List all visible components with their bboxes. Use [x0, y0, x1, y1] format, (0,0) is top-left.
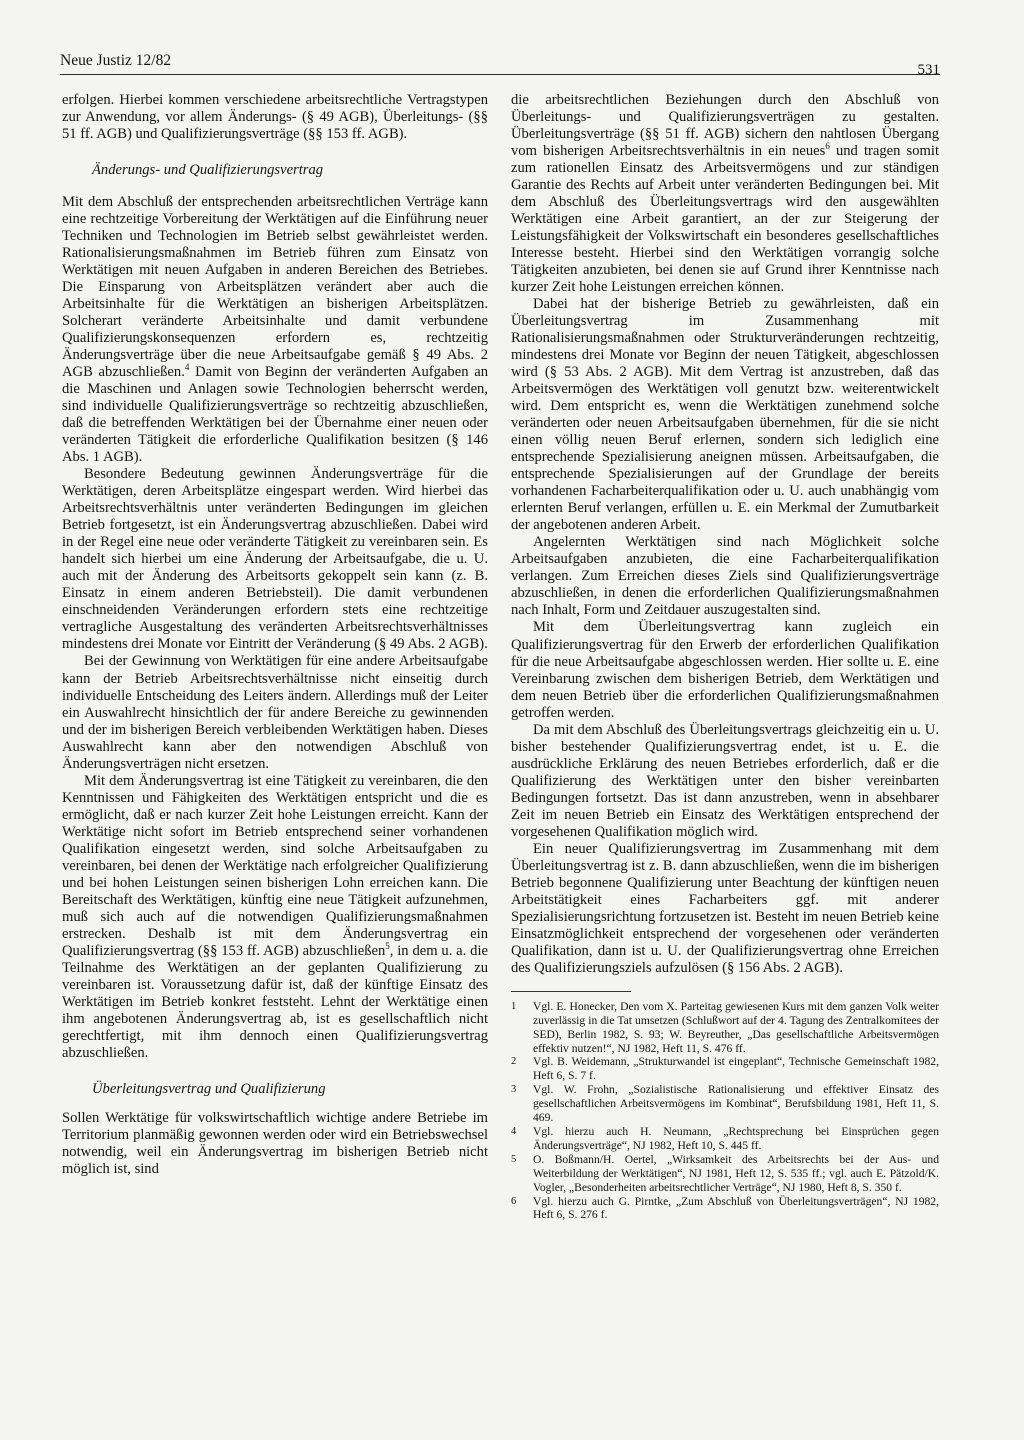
paragraph: Sollen Werktätige für volkswirtschaftlich wichtige andere Betriebe im Territorium planmäßig gewonnen werden oder wird ein Betriebswechsel notwendig, weil ein Änderungsvertrag im bisherigen Betrieb nicht möglich ist, sind — [62, 1109, 488, 1177]
left-column — [62, 92, 488, 1178]
paragraph: erfolgen. Hierbei kommen verschiedene arbeitsrechtliche Vertragstypen zur Anwendung, vor allem Änderungs- (§ 49 AGB), Überleitungs- (§§ 51 ff. AGB) und Qualifizierungsverträge (§§ 153 ff. AGB). — [62, 92, 488, 143]
header-rule — [60, 74, 940, 75]
paragraph: Dabei hat der bisherige Betrieb zu gewährleisten, daß ein Überleitungsvertrag im Zusammenhang mit Rationalisierungsmaßnahmen oder Strukturveränderungen rechtzeitig, mindestens drei Monate vor Beginn der neuen Tätigkeit, abgeschlossen wird (§ 53 Abs. 2 AGB). Mit dem Vertrag ist anzustreben, daß das Arbeitsvermögen des Werktätigen voll genutzt bzw. weiterentwickelt wird. Dem entspricht es, wenn die Werktätigen zunehmend solche veränderten oder neuen Arbeitsaufgaben übernehmen, für die sie nicht einen völlig neuen Beruf erlernen, sondern sich lediglich eine entsprechende Spezialisierung aneignen müssen. Arbeitsaufgaben, die entsprechende Spezialisierungen auf der Grundlage der bereits vorhandenen Facharbeiterqualifikation oder u. U. auch unabhängig vom erlernten Beruf verlangen, erfüllen u. E. ein Merkmal der Zumutbarkeit der angebotenen anderen Arbeit. — [511, 296, 939, 534]
footnote-ref: 6 — [825, 141, 830, 152]
paragraph: Mit dem Änderungsvertrag ist eine Tätigkeit zu vereinbaren, die den Kenntnissen und Fähigkeiten des Werktätigen entspricht und die es ermöglicht, daß er nach kurzer Zeit hohe Leistungen erreicht. Kann der Werktätige nicht sofort im Betrieb entsprechend seiner vorhandenen Qualifikation eingesetzt werden, sind solche Arbeitsaufgaben zu vereinbaren, bei denen der Werktätige nach erfolgreicher Qualifizierung und bei hohen Leistungen seinen bisherigen Lohn erreichen kann. Die Bereitschaft des Werktätigen, künftig eine neue Tätigkeit aufzunehmen, muß sich auch auf die notwendigen Qualifizierungsmaßnahmen erstrecken. Deshalb ist mit dem Änderungsvertrag ein Qualifizierungsvertrag (§§ 153 ff. AGB) abzuschließen$^5$, in dem u. a. die Teilnahme des Werktätigen an der geplanten Qualifizierung zu vereinbaren ist. Voraussetzung dafür ist, daß der künftige Einsatz des Werktätigen im Betrieb konkret feststeht. Lehnt der Werktätige einen ihm angebotenen Änderungsvertrag ab, ist es gesellschaftlich nicht gerechtfertigt, mit ihm dennoch einen Qualifizierungsvertrag abzuschließen. — [62, 772, 488, 1061]
paragraph: die arbeitsrechtlichen Beziehungen durch den Abschluß von Überleitungs- und Qualifizierungsverträgen zu gestalten. Überleitungsverträge (§§ 51 ff. AGB) sichern den nahtlosen Übergang vom bisherigen Arbeitsrechtsverhältnis in ein neues$^6$ und tragen somit zum rationellen Einsatz des Arbeitsvermögens und zur ständigen Garantie des Rechts auf Arbeit unter veränderten Bedingungen bei. Mit dem Abschluß des Überleitungsvertrags wird den ausgewählten Werktätigen eine Arbeit garantiert, an der zur Steigerung der Leistungsfähigkeit der Volkswirtschaft ein besonderes gesellschaftliches Interesse besteht. Hierbei sind den Werktätigen vorrangig solche Tätigkeiten anzubieten, bei denen sie auf Grund ihrer Kenntnisse nach kurzer Zeit hohe Leistungen erreichen können. — [511, 92, 939, 296]
paragraph: Da mit dem Abschluß des Überleitungsvertrags gleichzeitig ein u. U. bisher bestehender Qualifizierungsvertrag endet, ist u. E. die ausdrückliche Erklärung des neuen Betriebes erforderlich, daß er die Qualifizierung des Werktätigen unter den bisher vereinbarten Bedingungen fortsetzt. Das ist dann anzustreben, wenn in absehbarer Zeit im neuen Betrieb ein Einsatz des Werktätigen entsprechend der vorgesehenen Qualifikation möglich wird. — [511, 721, 939, 840]
paragraph: Bei der Gewinnung von Werktätigen für eine andere Arbeitsaufgabe kann der Betrieb Arbeitsrechtsverhältnisse nicht einseitig durch individuelle Entscheidung des Leiters ändern. Allerdings muß der Leiter ein Auswahlrecht hinsichtlich der für andere Bereiche zu gewinnenden und der im bisherigen Bereich verbleibenden Werktätigen haben. Dieses Auswahlrecht kann aber den notwendigen Abschluß von Änderungsverträgen nicht ersetzen. — [62, 653, 488, 772]
footnote: 1 Vgl. E. Honecker, Den vom X. Parteitag gewiesenen Kurs mit dem ganzen Volk weiter zuverlässig in die Tat umsetzen (Schlußwort auf der 4. Tagung des Zentralkomitees der SED), Berlin 1982, S. 93; W. Beyreuther, „Das gesellschaftliche Arbeitsvermögen effektiv nutzen!“, NJ 1982, Heft 11, S. 476 ff. — [511, 999, 939, 1055]
footnote: 6 Vgl. hierzu auch G. Pirntke, „Zum Abschluß von Überleitungsverträgen“, NJ 1982, Heft 6, S. 276 f. — [511, 1194, 939, 1222]
page-header — [60, 52, 940, 76]
right-column — [511, 92, 939, 1222]
paragraph: Mit dem Abschluß der entsprechenden arbeitsrechtlichen Verträge kann eine rechtzeitige Vorbereitung der Werktätigen auf die Einführung neuer Techniken und Technologien im Betrieb selbst gewährleistet werden. Rationalisierungsmaßnahmen im Betrieb führen zum Einsatz von Werktätigen mit neuen Aufgaben in anderen Bereichen des Betriebes. Die Einsparung von Arbeitsplätzen verändert aber auch die Arbeitsinhalte für die Werktätigen an bisherigen Arbeitsplätzen. Solcherart veränderte Arbeitsinhalte und damit verbundene Qualifizierungskonsequenzen erfordern es, rechtzeitig Änderungsverträge über die neue Arbeitsaufgabe gemäß § 49 Abs. 2 AGB abzuschließen.$^4$ Damit von Beginn der veränderten Aufgaben an die Maschinen und Anlagen sowie Technologien beherrscht werden, sind individuelle Qualifizierungsverträge so rechtzeitig abzuschließen, daß die betreffenden Werktätigen bei der Übernahme einer neuen oder veränderten Tätigkeit die erforderliche Qualifikation besitzen (§ 146 Abs. 1 AGB). — [62, 194, 488, 466]
journal-title: Neue Justiz 12/82 — [60, 52, 172, 69]
footnotes — [511, 1000, 939, 1223]
paragraph: Angelernten Werktätigen sind nach Möglichkeit solche Arbeitsaufgaben anzubieten, die eine Facharbeiterqualifikation verlangen. Zum Erreichen dieses Ziels sind Qualifizierungsverträge abzuschließen, in denen die erforderlichen Qualifizierungsmaßnahmen nach Inhalt, Form und Zeitdauer auszugestalten sind. — [511, 534, 939, 619]
page-number: 531 — [917, 62, 940, 78]
paragraph: Mit dem Überleitungsvertrag kann zugleich ein Qualifizierungsvertrag für den Erwerb der erforderlichen Qualifikation für die neue Arbeitsaufgabe abgeschlossen werden. Hier sollte u. E. eine Vereinbarung zwischen dem bisherigen Betrieb, dem Werktätigen und dem neuen Betrieb über die erforderlichen Qualifizierungsmaßnahmen getroffen werden. — [511, 619, 939, 721]
section-heading: Überleitungsvertrag und Qualifizierung — [92, 1080, 326, 1097]
paragraph: Besondere Bedeutung gewinnen Änderungsverträge für die Werktätigen, deren Arbeitsplätze eingespart werden. Wird hierbei das Arbeitsrechtsverhältnis unter veränderten Bedingungen im gleichen Betrieb fortgesetzt, ist ein Änderungsvertrag abzuschließen. Dabei wird in der Regel eine neue oder veränderte Tätigkeit zu vereinbaren sein. Es handelt sich hierbei um eine Änderung der Arbeitsaufgabe, die u. U. auch mit der Änderung des Arbeitsorts gekoppelt sein kann (z. B. Einsatz in einem anderen Betriebsteil). Die damit verbundenen einschneidenden Veränderungen erfordern stets eine rechtzeitige vertragliche Ausgestaltung des veränderten Arbeitsrechtsverhältnisses mindestens drei Monate vor Eintritt der Veränderung (§ 49 Abs. 2 AGB). — [62, 466, 488, 653]
footnote: 5 O. Boßmann/H. Oertel, „Wirksamkeit des Arbeitsrechts bei der Aus- und Weiterbildung der Werktätigen“, NJ 1981, Heft 12, S. 535 ff.; vgl. auch E. Pätzold/K. Vogler, „Besonderheiten arbeitsrechtlicher Verträge“, NJ 1980, Heft 8, S. 350 f. — [511, 1152, 939, 1194]
footnote: 2 Vgl. B. Weidemann, „Strukturwandel ist eingeplant“, Technische Gemeinschaft 1982, Heft 6, S. 7 f. — [511, 1055, 939, 1083]
footnote-rule — [511, 991, 631, 992]
footnote-ref: 4 — [184, 362, 190, 373]
footnote: 3 Vgl. W. Frohn, „Sozialistische Rationalisierung und effektiver Einsatz des gesellschaftlichen Arbeitsvermögens im Kombinat“, Berufsbildung 1981, Heft 11, S. 469. — [511, 1083, 939, 1125]
footnote-ref: 5 — [385, 940, 390, 951]
footnote: 4 Vgl. hierzu auch H. Neumann, „Rechtsprechung bei Einsprüchen gegen Änderungsverträge“, NJ 1982, Heft 10, S. 445 ff. — [511, 1124, 939, 1152]
section-heading: Änderungs- und Qualifizierungsvertrag — [92, 162, 324, 179]
paragraph: Ein neuer Qualifizierungsvertrag im Zusammenhang mit dem Überleitungsvertrag ist z. B. dann abzuschließen, wenn die im bisherigen Betrieb begonnene Qualifizierung unter Beachtung der künftigen neuen Arbeitstätigkeit eines Facharbeiters ggf. mit anderer Spezialisierungsrichtung fortzusetzen ist. Besteht im neuen Betrieb keine Einsatzmöglichkeit entsprechend der vorgesehenen oder veränderten Qualifikation, dann ist u. U. der Qualifizierungsvertrag ohne Erreichen des Qualifizierungsziels aufzulösen (§ 156 Abs. 2 AGB). — [511, 840, 939, 976]
